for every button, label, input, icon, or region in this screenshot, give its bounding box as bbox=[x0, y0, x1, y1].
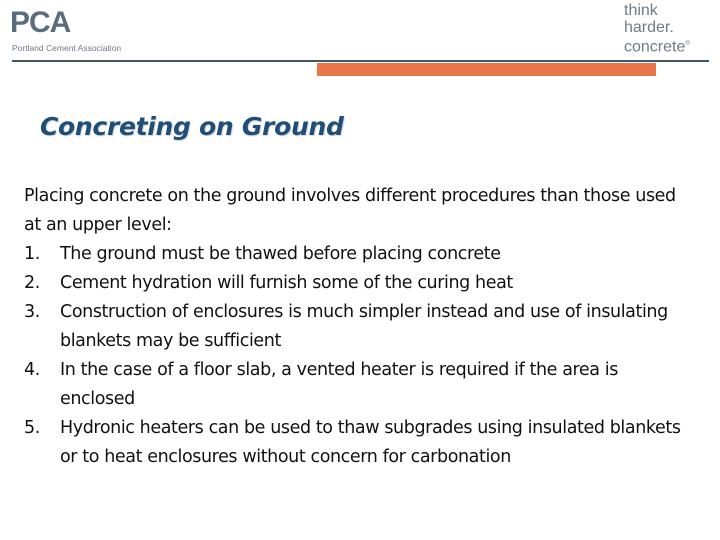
list-item bbox=[24, 298, 694, 356]
slide-body bbox=[24, 182, 694, 472]
intro-paragraph: Placing concrete on the ground involves different procedures than those used at an upper level: bbox=[24, 186, 676, 235]
list-item-text: The ground must be thawed before placing concrete bbox=[60, 244, 501, 264]
list-item-text: In the case of a floor slab, a vented heater is required if the area is enclosed bbox=[60, 360, 618, 409]
header-accent-bar bbox=[317, 63, 656, 76]
pca-logo bbox=[10, 6, 150, 56]
pca-logo-subtitle: Portland Cement Association bbox=[12, 43, 122, 53]
list-item-number: 2. bbox=[24, 273, 40, 293]
brand-logo-line-3-text: concrete bbox=[624, 38, 686, 56]
list-item-number: 3. bbox=[24, 302, 40, 322]
slide-title: Concreting on Ground bbox=[40, 112, 344, 141]
list-item-text: Cement hydration will furnish some of the curing heat bbox=[60, 273, 513, 293]
header-rule bbox=[12, 60, 709, 62]
list-item bbox=[24, 356, 694, 414]
pca-logo-mark: PCA bbox=[10, 6, 71, 39]
list-item-text: Construction of enclosures is much simpler instead and use of insulating blankets may be sufficient bbox=[60, 302, 668, 351]
list-item-number: 5. bbox=[24, 418, 40, 438]
brand-logo-line-1: think bbox=[624, 2, 658, 19]
brand-logo-line-3 bbox=[624, 36, 714, 55]
brand-logo-line-2: harder. bbox=[624, 19, 674, 36]
registered-mark: ® bbox=[685, 41, 690, 47]
list-item bbox=[24, 414, 694, 472]
list-item-number: 4. bbox=[24, 360, 40, 380]
list-item bbox=[24, 269, 694, 298]
list-item bbox=[24, 240, 694, 269]
list-item-text: Hydronic heaters can be used to thaw subgrades using insulated blankets or to heat enclosures without concern for carbonation bbox=[60, 418, 681, 467]
think-harder-concrete-logo bbox=[624, 2, 714, 54]
numbered-list bbox=[24, 240, 694, 472]
list-item-number: 1. bbox=[24, 244, 40, 264]
